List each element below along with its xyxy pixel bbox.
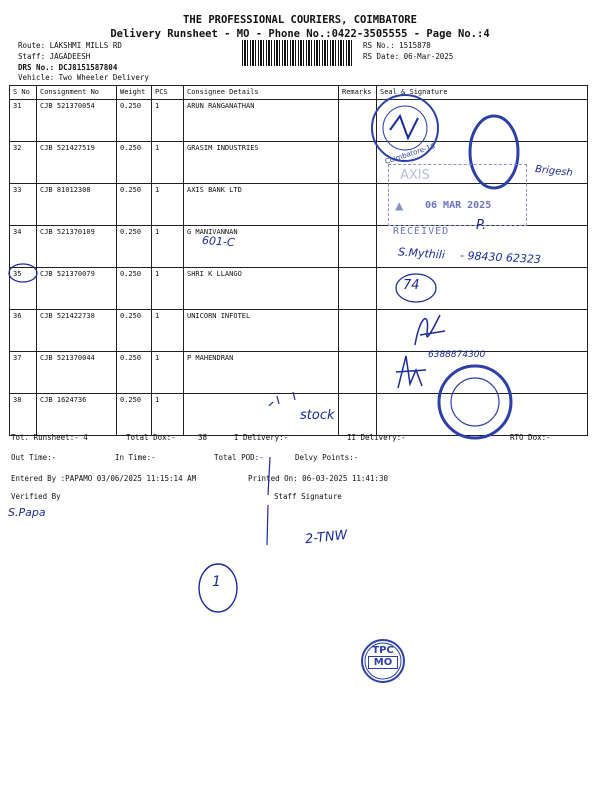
scribble-row38 xyxy=(265,388,305,412)
vehicle-label: Vehicle: Two Wheeler Delivery xyxy=(18,73,149,82)
table-header-row xyxy=(10,86,588,100)
cell-pcs: 1 xyxy=(152,352,184,394)
total-pod-label: Total POD:- xyxy=(214,453,264,462)
handwritten-601c: 601-C xyxy=(201,233,236,250)
handwritten-page-number: 1 xyxy=(212,574,221,590)
cell-consignee: GRASIM INDUSTRIES xyxy=(184,142,339,184)
cell-weight: 0.250 xyxy=(117,268,152,310)
cell-consignment: CJB 1624736 xyxy=(37,394,117,436)
cell-pcs: 1 xyxy=(152,310,184,352)
cell-weight: 0.250 xyxy=(117,310,152,352)
cell-remarks xyxy=(339,394,377,436)
rto-dox-label: RTO Dox:- xyxy=(510,433,551,442)
runsheet-subtitle: Delivery Runsheet - MO - Phone No.:0422-3505555 - Page No.:4 xyxy=(110,28,490,40)
handwritten-p: P. xyxy=(476,218,487,233)
col-consignee: Consignee Details xyxy=(184,86,339,100)
cell-pcs: 1 xyxy=(152,268,184,310)
cell-consignment: CJB 521370079 xyxy=(37,268,117,310)
axis-logo-icon: ▲ xyxy=(395,198,404,214)
cell-consignee: UNICORN INFOTEL xyxy=(184,310,339,352)
cell-pcs: 1 xyxy=(152,142,184,184)
cell-consignee: G MANIVANNAN xyxy=(184,226,339,268)
handwritten-staff-mark: 2-TNW xyxy=(304,527,349,548)
cell-remarks xyxy=(339,352,377,394)
cell-pcs: 1 xyxy=(152,184,184,226)
cell-pcs: 1 xyxy=(152,394,184,436)
staff-signature-stroke xyxy=(262,455,274,555)
delvy-points-label: Delvy Points:- xyxy=(295,453,359,462)
tot-runsheet: Tot. Runsheet:- 4 xyxy=(11,433,88,442)
cell-weight: 0.250 xyxy=(117,142,152,184)
table-row xyxy=(10,268,588,310)
verified-by-label: Verified By xyxy=(11,492,61,501)
cell-consignment: CJB 521370054 xyxy=(37,100,117,142)
handwritten-74: 74 xyxy=(403,278,420,293)
verifier-signature: S.Papa xyxy=(8,506,46,519)
col-sno: S No xyxy=(10,86,37,100)
staff-label: Staff: JAGADEESH xyxy=(18,52,91,61)
cell-remarks xyxy=(339,310,377,352)
cell-remarks xyxy=(339,184,377,226)
cell-consignee: ARUN RANGANATHAN xyxy=(184,100,339,142)
total-dox-label: Total Dox:- xyxy=(126,433,176,442)
route-label: Route: LAKSHMI MILLS RD xyxy=(18,41,122,50)
handwritten-phone-row37: 6388874300 xyxy=(428,350,486,360)
cell-weight: 0.250 xyxy=(117,352,152,394)
handwritten-phone: - 98430 62323 xyxy=(459,248,542,267)
entered-by: Entered By :PAPAMO 03/06/2025 11:15:14 AM xyxy=(11,474,197,483)
cell-consignee: P MAHENDRAN xyxy=(184,352,339,394)
table-row xyxy=(10,310,588,352)
signature-row36 xyxy=(405,305,455,353)
col-pcs: PCS xyxy=(152,86,184,100)
staff-signature-label: Staff Signature xyxy=(274,492,342,501)
received-date-stamp: 06 MAR 2025 xyxy=(425,200,492,211)
handwritten-stock: stock xyxy=(300,408,335,423)
cell-weight: 0.250 xyxy=(117,394,152,436)
received-stamp: RECEIVED xyxy=(393,226,450,237)
total-dox-value: 38 xyxy=(198,433,208,442)
tpc-stamp-top: TPC xyxy=(372,645,394,656)
cell-remarks xyxy=(339,268,377,310)
cell-weight: 0.250 xyxy=(117,184,152,226)
cell-consignee: SHRI K LLANGO xyxy=(184,268,339,310)
cell-consignment: CJB 521370044 xyxy=(37,352,117,394)
col-seal-signature: Seal & Signature xyxy=(377,86,588,100)
col-weight: Weight xyxy=(117,86,152,100)
cell-sno: 35 xyxy=(10,268,37,310)
in-time-label: In Time:- xyxy=(115,453,156,462)
cell-consignment: CJB 521427519 xyxy=(37,142,117,184)
barcode xyxy=(242,40,354,66)
cell-pcs: 1 xyxy=(152,100,184,142)
tpc-stamp-bottom: MO xyxy=(368,656,398,669)
cell-consignment: CJB 521370109 xyxy=(37,226,117,268)
handwritten-mythili: S.Mythili xyxy=(397,245,446,262)
i-delivery-label: I Delivery:- xyxy=(234,433,289,442)
tpc-stamp-text xyxy=(362,645,404,669)
printed-on: Printed On: 06-03-2025 11:41:30 xyxy=(248,474,388,483)
col-consignment: Consignment No xyxy=(37,86,117,100)
cell-sno: 33 xyxy=(10,184,37,226)
circle-mark-35 xyxy=(6,262,40,284)
cell-sno: 37 xyxy=(10,352,37,394)
cell-weight: 0.250 xyxy=(117,226,152,268)
cell-consignment: CJB 81012308 xyxy=(37,184,117,226)
cell-sno: 38 xyxy=(10,394,37,436)
rs-no-label: RS No.: 1515878 xyxy=(363,41,431,50)
cell-weight: 0.250 xyxy=(117,100,152,142)
cell-pcs: 1 xyxy=(152,226,184,268)
cell-sno: 32 xyxy=(10,142,37,184)
cell-remarks xyxy=(339,226,377,268)
rs-date-label: RS Date: 06-Mar-2025 xyxy=(363,52,454,61)
cell-sno: 31 xyxy=(10,100,37,142)
company-seal-round xyxy=(425,362,525,444)
cell-sno: 36 xyxy=(10,310,37,352)
cell-consignee: AXIS BANK LTD xyxy=(184,184,339,226)
drs-label: DRS No.: DCJ8151587804 xyxy=(18,63,118,72)
company-title: THE PROFESSIONAL COURIERS, COIMBATORE xyxy=(183,14,417,26)
ii-delivery-label: II Delivery:- xyxy=(347,433,406,442)
handwritten-brigesh: Brigesh xyxy=(534,164,574,179)
axis-stamp-text: AXIS xyxy=(400,168,430,183)
col-remarks: Remarks xyxy=(339,86,377,100)
seal-city-text: Coimbatore-18 xyxy=(384,142,437,166)
cell-sno: 34 xyxy=(10,226,37,268)
cell-consignment: CJB 521422738 xyxy=(37,310,117,352)
out-time-label: Out Time:- xyxy=(11,453,57,462)
